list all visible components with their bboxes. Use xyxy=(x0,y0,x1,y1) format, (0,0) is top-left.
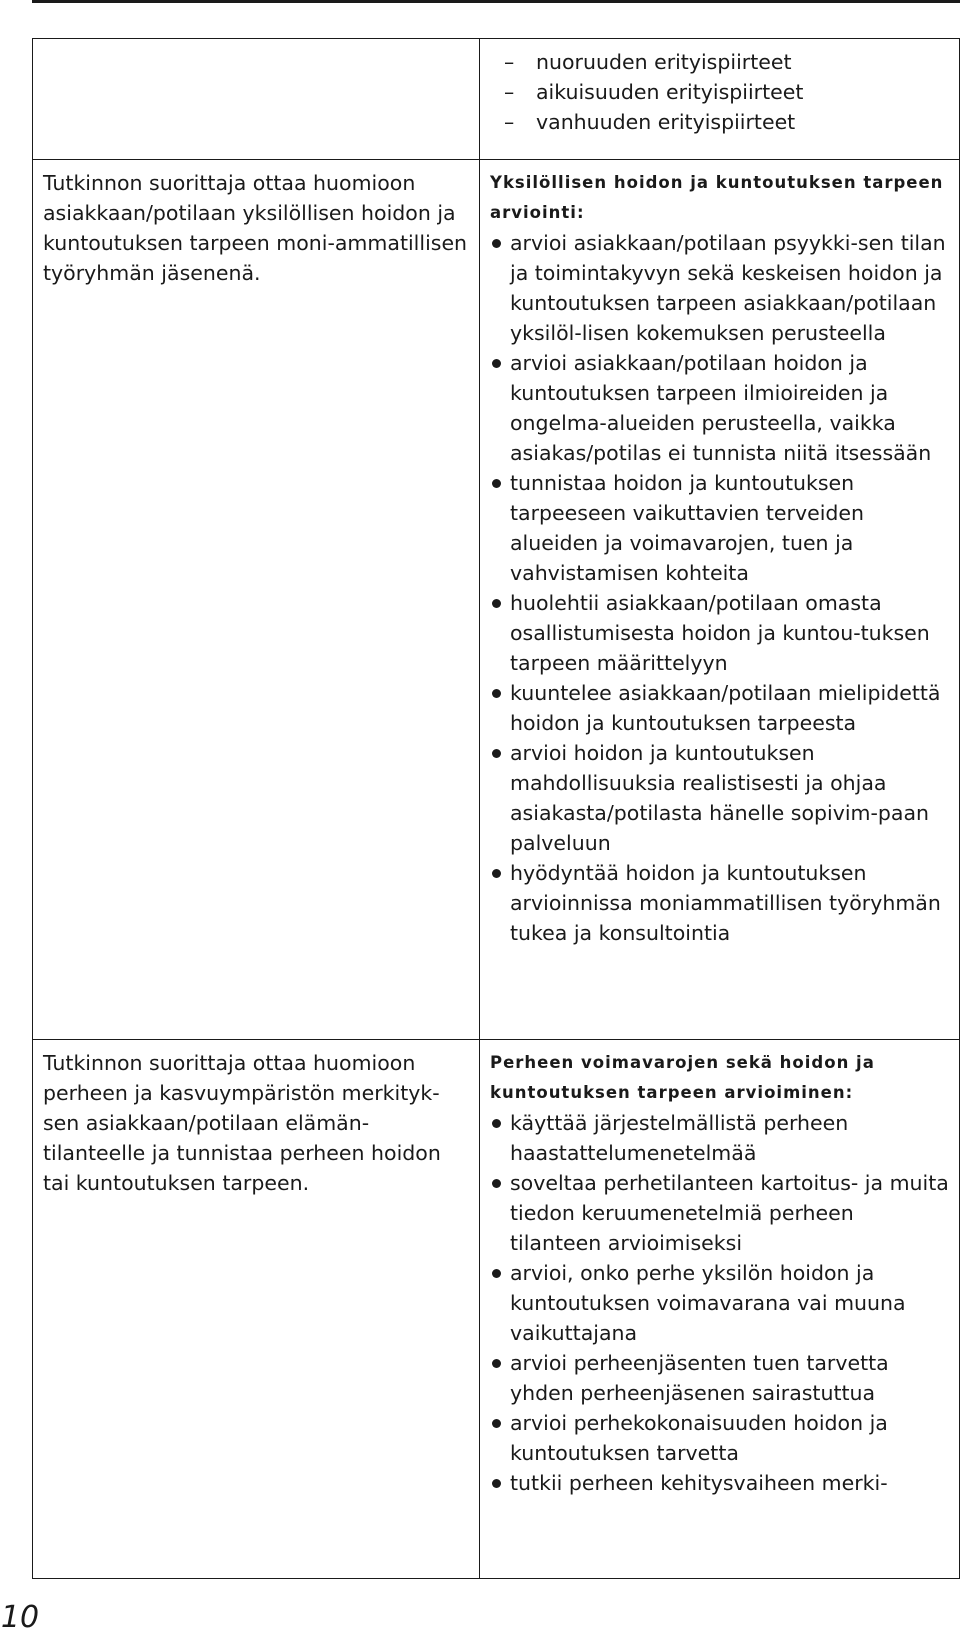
list-item: hyödyntää hoidon ja kuntoutuksen arvioinnissa moniammatillisen työryhmän tukea ja konsultointia xyxy=(490,858,951,948)
list-item: käyttää järjestelmällistä perheen haastattelumenetelmää xyxy=(490,1108,951,1168)
criteria-list xyxy=(490,228,951,948)
right-cell xyxy=(480,39,960,160)
left-cell xyxy=(33,1040,480,1579)
dash-item: – aikuisuuden erityispiirteet xyxy=(504,80,804,104)
dash-item: – vanhuuden erityispiirteet xyxy=(504,110,796,134)
left-cell xyxy=(33,160,480,1040)
list-item: huolehtii asiakkaan/potilaan omasta osallistumisesta hoidon ja kuntou-tuksen tarpeen määrittelyyn xyxy=(490,588,951,678)
right-cell xyxy=(480,1040,960,1579)
dash-item: – nuoruuden erityispiirteet xyxy=(504,50,792,74)
criteria-heading: Perheen voimavarojen sekä hoidon ja kuntoutuksen tarpeen arvioiminen: xyxy=(490,1053,875,1102)
list-item: tutkii perheen kehitysvaiheen merki- xyxy=(490,1468,951,1498)
criteria-block xyxy=(480,160,959,948)
table-row xyxy=(33,39,960,160)
dash-list xyxy=(480,39,959,137)
left-cell xyxy=(33,39,480,160)
list-item: arvioi asiakkaan/potilaan hoidon ja kuntoutuksen tarpeen ilmioireiden ja ongelma-alueiden perusteella, vaikka asiakas/potilas ei tunnista niitä itsessään xyxy=(490,348,951,468)
list-item: tunnistaa hoidon ja kuntoutuksen tarpeeseen vaikuttavien terveiden alueiden ja voimavarojen, tuen ja vahvistamisen kohteita xyxy=(490,468,951,588)
competence-text: Tutkinnon suorittaja ottaa huomioon asiakkaan/potilaan yksilöllisen hoidon ja kuntoutuksen tarpeen moni-ammatillisen työryhmän jäsenenä. xyxy=(43,171,468,285)
table-row xyxy=(33,1040,960,1579)
list-item: arvioi asiakkaan/potilaan psyykki-sen tilan ja toimintakyvyn sekä keskeisen hoidon ja kuntoutuksen tarpeen asiakkaan/potilaan yksilöl-lisen kokemuksen perusteella xyxy=(490,228,951,348)
criteria-list xyxy=(490,1108,951,1498)
right-cell xyxy=(480,160,960,1040)
criteria-heading: Yksilöllisen hoidon ja kuntoutuksen tarpeen arviointi: xyxy=(490,173,944,222)
table-row xyxy=(33,160,960,1040)
list-item: arvioi, onko perhe yksilön hoidon ja kuntoutuksen voimavarana vai muuna vaikuttajana xyxy=(490,1258,951,1348)
competence-text: Tutkinnon suorittaja ottaa huomioon perheen ja kasvuympäristön merkityk-sen asiakkaan/potilaan elämän-tilanteelle ja tunnistaa perheen hoidon tai kuntoutuksen tarpeen. xyxy=(43,1051,441,1195)
list-item: soveltaa perhetilanteen kartoitus- ja muita tiedon keruumenetelmiä perheen tilanteen arvioimiseksi xyxy=(490,1168,951,1258)
competence-table xyxy=(32,38,960,1579)
list-item: kuuntelee asiakkaan/potilaan mielipidettä hoidon ja kuntoutuksen tarpeesta xyxy=(490,678,951,738)
list-item: arvioi hoidon ja kuntoutuksen mahdollisuuksia realistisesti ja ohjaa asiakasta/potilasta hänelle sopivim-paan palveluun xyxy=(490,738,951,858)
top-rule xyxy=(32,0,960,3)
list-item: arvioi perheenjäsenten tuen tarvetta yhden perheenjäsenen sairastuttua xyxy=(490,1348,951,1408)
page-number: 10 xyxy=(0,1600,40,1635)
criteria-block xyxy=(480,1040,959,1498)
list-item: arvioi perhekokonaisuuden hoidon ja kuntoutuksen tarvetta xyxy=(490,1408,951,1468)
left-cell-text xyxy=(33,39,479,47)
